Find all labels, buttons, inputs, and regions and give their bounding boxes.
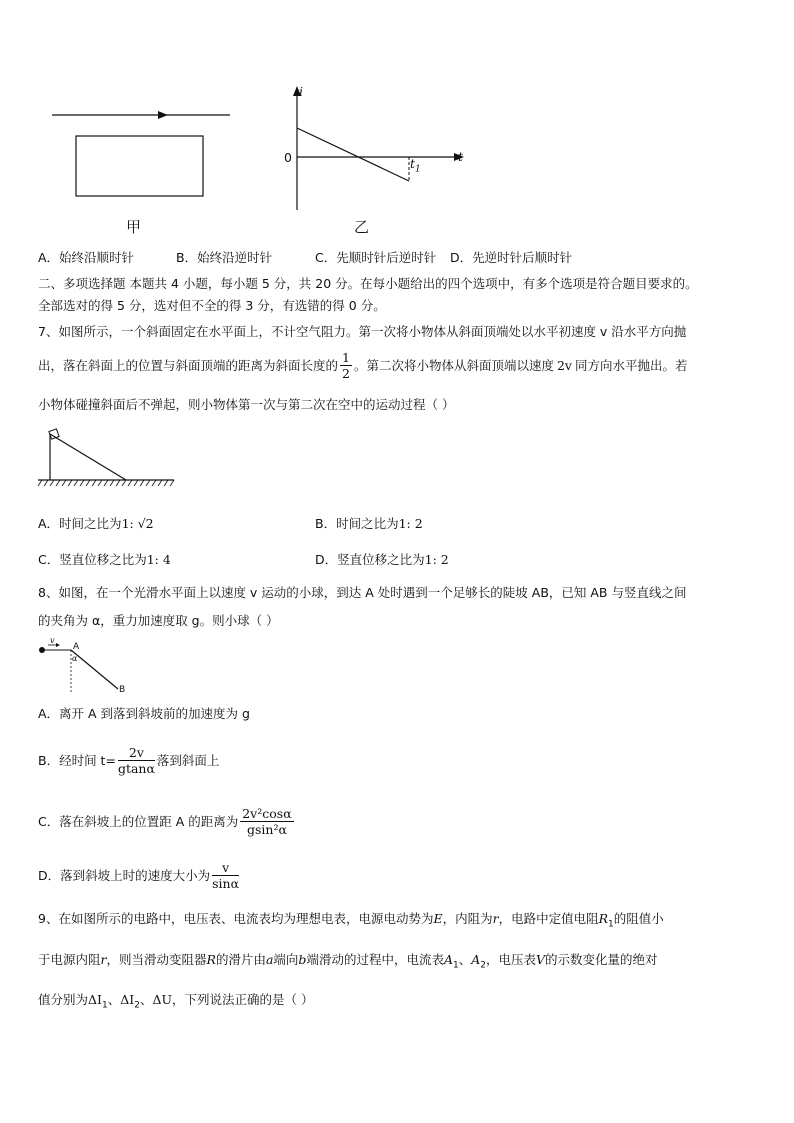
axis-i-label: i — [299, 84, 303, 99]
slope-ab — [71, 650, 118, 689]
figure-incline — [38, 428, 178, 492]
q9-line1: 9、在如图所示的电路中，电压表、电流表均为理想电表，电源电动势为E，内阻为r，电路中定值电阻$R_1$的阻值小 — [38, 911, 664, 930]
fraction-half: $\frac{1}{2}$ — [342, 350, 350, 381]
figure-yi-graph — [276, 80, 476, 220]
q9-line3: 值分别为$\Delta I_1$、$\Delta I_2$、ΔU，下列说法正确的是（ ） — [38, 992, 314, 1011]
section2-line1: 二、多项选择题 本题共 4 小题，每小题 5 分，共 20 分。在每小题给出的四个选项中，有多个选项是符合题目要求的。 — [38, 276, 698, 291]
fig-b-label: B — [119, 685, 126, 695]
q6-option-a: A．始终沿顺时针 — [38, 250, 135, 265]
loop-rect — [76, 136, 203, 196]
figure-jia — [48, 100, 238, 240]
q7-line1: 7、如图所示，一个斜面固定在水平面上，不计空气阻力。第一次将小物体从斜面顶端处以水平初速度 v 沿水平方向抛 — [38, 324, 687, 339]
q7-line2-text-a: 出，落在斜面上的位置与斜面顶端的距离为斜面长度的 — [38, 357, 339, 373]
fig-v-label: v — [50, 636, 55, 645]
q7-option-a: A．时间之比为1: √2 — [38, 516, 154, 531]
section2-line2: 全部选对的得 5 分，选对但不全的得 3 分，有选错的得 0 分。 — [38, 298, 386, 313]
q7-option-d: D．竖直位移之比为1: 2 — [315, 552, 449, 567]
velocity-arrow-icon — [56, 643, 60, 647]
q7-line2-text-b: 。第二次将小物体从斜面顶端以速度 — [353, 357, 554, 373]
current-line — [297, 128, 409, 181]
fig-alpha-label: α — [72, 654, 78, 663]
incline-slope — [50, 434, 126, 480]
q7-option-b: B．时间之比为1: 2 — [315, 516, 423, 531]
ground-hatch — [38, 480, 174, 486]
axis-t-label: t — [458, 149, 464, 164]
origin-label: 0 — [284, 150, 292, 165]
q8-option-c: C．落在斜坡上的位置距 A 的距离为 $\frac{\text{2v²cosα}}{\text{gsin²α}}$ — [38, 806, 292, 837]
arrow-head-icon — [158, 111, 168, 119]
label-yi: 乙 — [354, 218, 370, 236]
figure-slope-ab — [36, 640, 146, 698]
q6-option-b: B．始终沿逆时针 — [176, 250, 273, 265]
q8-option-d: D．落到斜坡上时的速度大小为 $\frac{v}{\sin\alpha}$ — [38, 860, 240, 891]
q8-option-a: A．离开 A 到落到斜坡前的加速度为 g — [38, 706, 250, 721]
q6-option-d: D．先逆时针后顺时针 — [450, 250, 573, 265]
q9-line2: 于电源内阻r，则当滑动变阻器R的滑片由a端向b端滑动的过程中，电流表$A_1$、$A_2$，电压表V的示数变化量的绝对 — [38, 952, 658, 971]
q6-option-c: C．先顺时针后逆时针 — [315, 250, 437, 265]
q7-option-c: C．竖直位移之比为1: 4 — [38, 552, 171, 567]
label-jia: 甲 — [126, 218, 142, 236]
q7-line2 — [38, 350, 688, 381]
q8-option-b: B．经时间 t= $\frac{2v}{gtan\alpha}$ 落到斜面上 — [38, 745, 220, 776]
q7-line2-text-c: 同方向水平抛出。若 — [575, 357, 688, 373]
q8-line2: 的夹角为 α，重力加速度取 g。则小球（ ） — [38, 613, 279, 628]
q7-speed: 2v — [556, 357, 572, 373]
fig-a-label: A — [73, 642, 80, 652]
t1-label: $t_1$ — [410, 156, 421, 175]
q8-line1: 8、如图，在一个光滑水平面上以速度 v 运动的小球，到达 A 处时遇到一个足够长的陡坡 AB，已知 AB 与竖直线之间 — [38, 585, 687, 600]
q7-line3: 小物体碰撞斜面后不弹起，则小物体第一次与第二次在空中的运动过程（ ） — [38, 397, 455, 412]
